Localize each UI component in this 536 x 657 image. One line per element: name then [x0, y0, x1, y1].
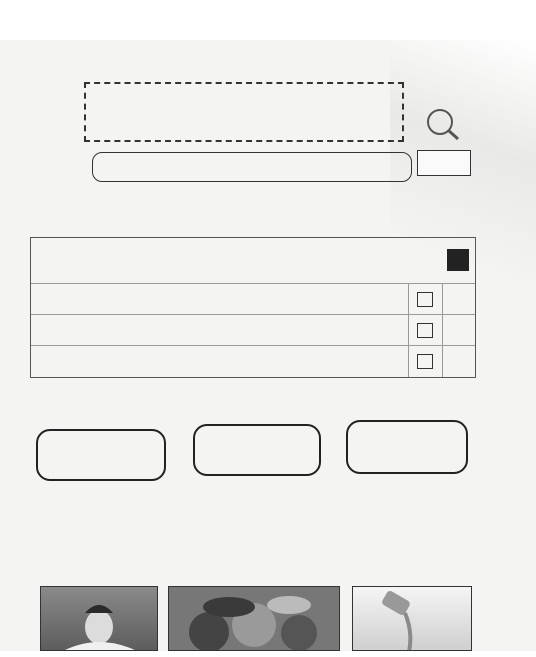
school-header-box [84, 82, 404, 142]
student-info-box [92, 152, 412, 182]
bug-border-icon [6, 60, 446, 80]
answer-checkbox[interactable] [442, 346, 475, 377]
bug-border-icon [484, 160, 502, 650]
option-row-a[interactable] [31, 283, 475, 315]
option-row-b[interactable] [31, 314, 475, 346]
option-row-c[interactable] [31, 345, 475, 377]
word-box-air[interactable] [36, 429, 166, 481]
word-box-food[interactable] [346, 420, 468, 474]
question1-table [30, 237, 476, 378]
option-letter [417, 323, 433, 338]
bug-border-icon [6, 90, 20, 650]
man-breathing-image[interactable] [40, 586, 158, 651]
question-number-badge [447, 249, 469, 271]
homework-number [417, 150, 471, 176]
option-letter [417, 292, 433, 307]
water-pouring-image[interactable] [352, 586, 472, 651]
left-bug-border [6, 90, 20, 657]
science-logo [412, 102, 472, 142]
answer-checkbox[interactable] [442, 315, 475, 346]
word-box-water[interactable] [193, 424, 321, 476]
vegetables-image[interactable] [168, 586, 340, 651]
question1-header [31, 238, 475, 284]
right-bug-border [484, 160, 500, 656]
answer-checkbox[interactable] [442, 284, 475, 315]
option-letter [417, 354, 433, 369]
